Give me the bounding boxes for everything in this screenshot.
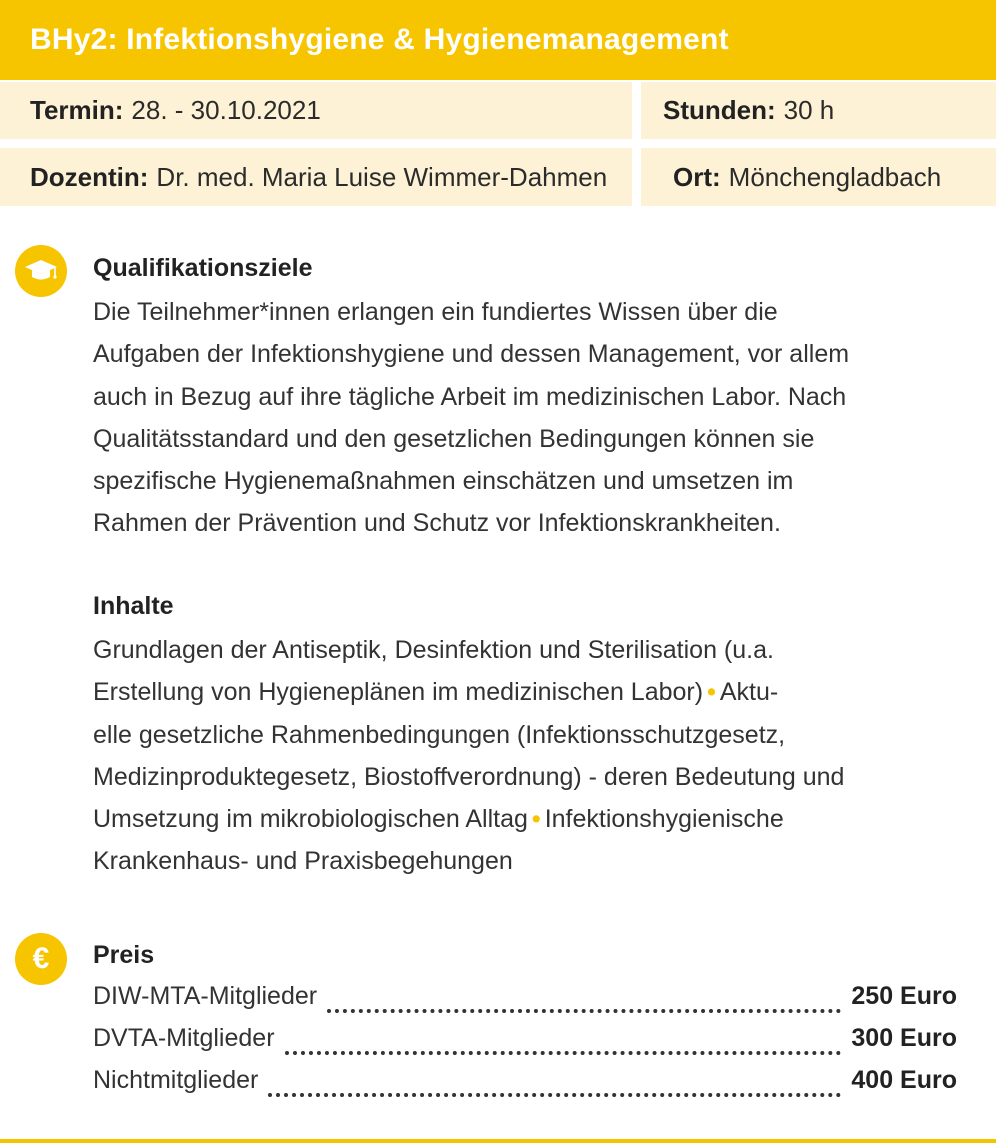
text-fragment: Umsetzung im mikrobiologischen Alltag xyxy=(93,805,528,834)
text-line: Die Teilnehmer*innen erlangen ein fundiertes Wissen über die xyxy=(93,298,778,326)
text-line: auch in Bezug auf ihre tägliche Arbeit im medizinischen Labor. Nach xyxy=(93,382,847,411)
text-line xyxy=(93,671,973,713)
price-row xyxy=(93,1066,957,1108)
preis-section xyxy=(93,940,957,1108)
text-fragment: Infektionshygienische xyxy=(544,805,784,834)
qualifikation-text xyxy=(93,291,973,545)
inhalte-title: Inhalte xyxy=(93,592,174,620)
text-fragment: Aktu- xyxy=(719,678,779,707)
text-line: Rahmen der Prävention und Schutz vor Infektionskrankheiten. xyxy=(93,509,781,538)
termin-cell xyxy=(0,82,632,139)
dozentin-cell xyxy=(0,148,632,206)
ort-value: Mönchengladbach xyxy=(728,161,942,192)
dot-leader xyxy=(268,1092,841,1097)
preis-title: Preis xyxy=(93,941,155,969)
price-label: Nichtmitglieder xyxy=(93,1066,259,1094)
text-fragment: Erstellung von Hygieneplänen im medizinischen Labor) xyxy=(93,678,704,707)
stunden-label: Stunden: xyxy=(663,95,776,125)
termin-label: Termin: xyxy=(30,95,124,125)
inhalte-text xyxy=(93,629,973,883)
price-list xyxy=(93,982,957,1108)
euro-glyph: € xyxy=(32,942,50,975)
text-line: elle gesetzliche Rahmenbedingungen (Infektionsschutzgesetz, xyxy=(93,720,786,749)
course-header xyxy=(0,0,996,80)
course-title: BHy2: Infektionshygiene & Hygienemanagement xyxy=(30,23,729,56)
stunden-cell xyxy=(641,82,996,139)
text-line: Krankenhaus- und Praxisbegehungen xyxy=(93,847,513,876)
graduation-cap-icon xyxy=(15,245,67,297)
dozentin-label: Dozentin: xyxy=(30,161,149,192)
price-label: DVTA-Mitglieder xyxy=(93,1024,275,1052)
qualifikation-section xyxy=(93,253,973,545)
termin-value: 28. - 30.10.2021 xyxy=(131,95,321,125)
bullet-separator: • xyxy=(707,678,716,707)
inhalte-section xyxy=(93,591,973,883)
ort-cell xyxy=(641,148,996,206)
price-amount: 300 Euro xyxy=(851,1024,957,1052)
dot-leader xyxy=(285,1050,842,1055)
bullet-separator: • xyxy=(531,805,541,834)
bottom-divider xyxy=(0,1139,996,1143)
text-line: Medizinproduktegesetz, Biostoffverordnung) - deren Bedeutung und xyxy=(93,762,845,791)
price-amount: 400 Euro xyxy=(851,1066,957,1094)
text-line: spezifische Hygienemaßnahmen einschätzen und umsetzen im xyxy=(93,467,794,496)
price-row xyxy=(93,1024,957,1066)
dot-leader xyxy=(327,1008,841,1013)
euro-icon xyxy=(15,933,67,985)
price-label: DIW-MTA-Mitglieder xyxy=(93,982,318,1010)
ort-label: Ort: xyxy=(673,161,721,192)
dozentin-value: Dr. med. Maria Luise Wimmer-Dahmen xyxy=(156,161,608,192)
text-line: Grundlagen der Antiseptik, Desinfektion und Sterilisation (u.a. xyxy=(93,636,774,664)
price-row xyxy=(93,982,957,1024)
text-line: Qualitätsstandard und den gesetzlichen Bedingungen können sie xyxy=(93,424,815,453)
text-line xyxy=(93,798,973,840)
price-amount: 250 Euro xyxy=(851,982,957,1010)
stunden-value: 30 h xyxy=(783,95,835,125)
qualifikation-title: Qualifikationsziele xyxy=(93,254,313,282)
text-line: Aufgaben der Infektionshygiene und dessen Management, vor allem xyxy=(93,340,850,369)
